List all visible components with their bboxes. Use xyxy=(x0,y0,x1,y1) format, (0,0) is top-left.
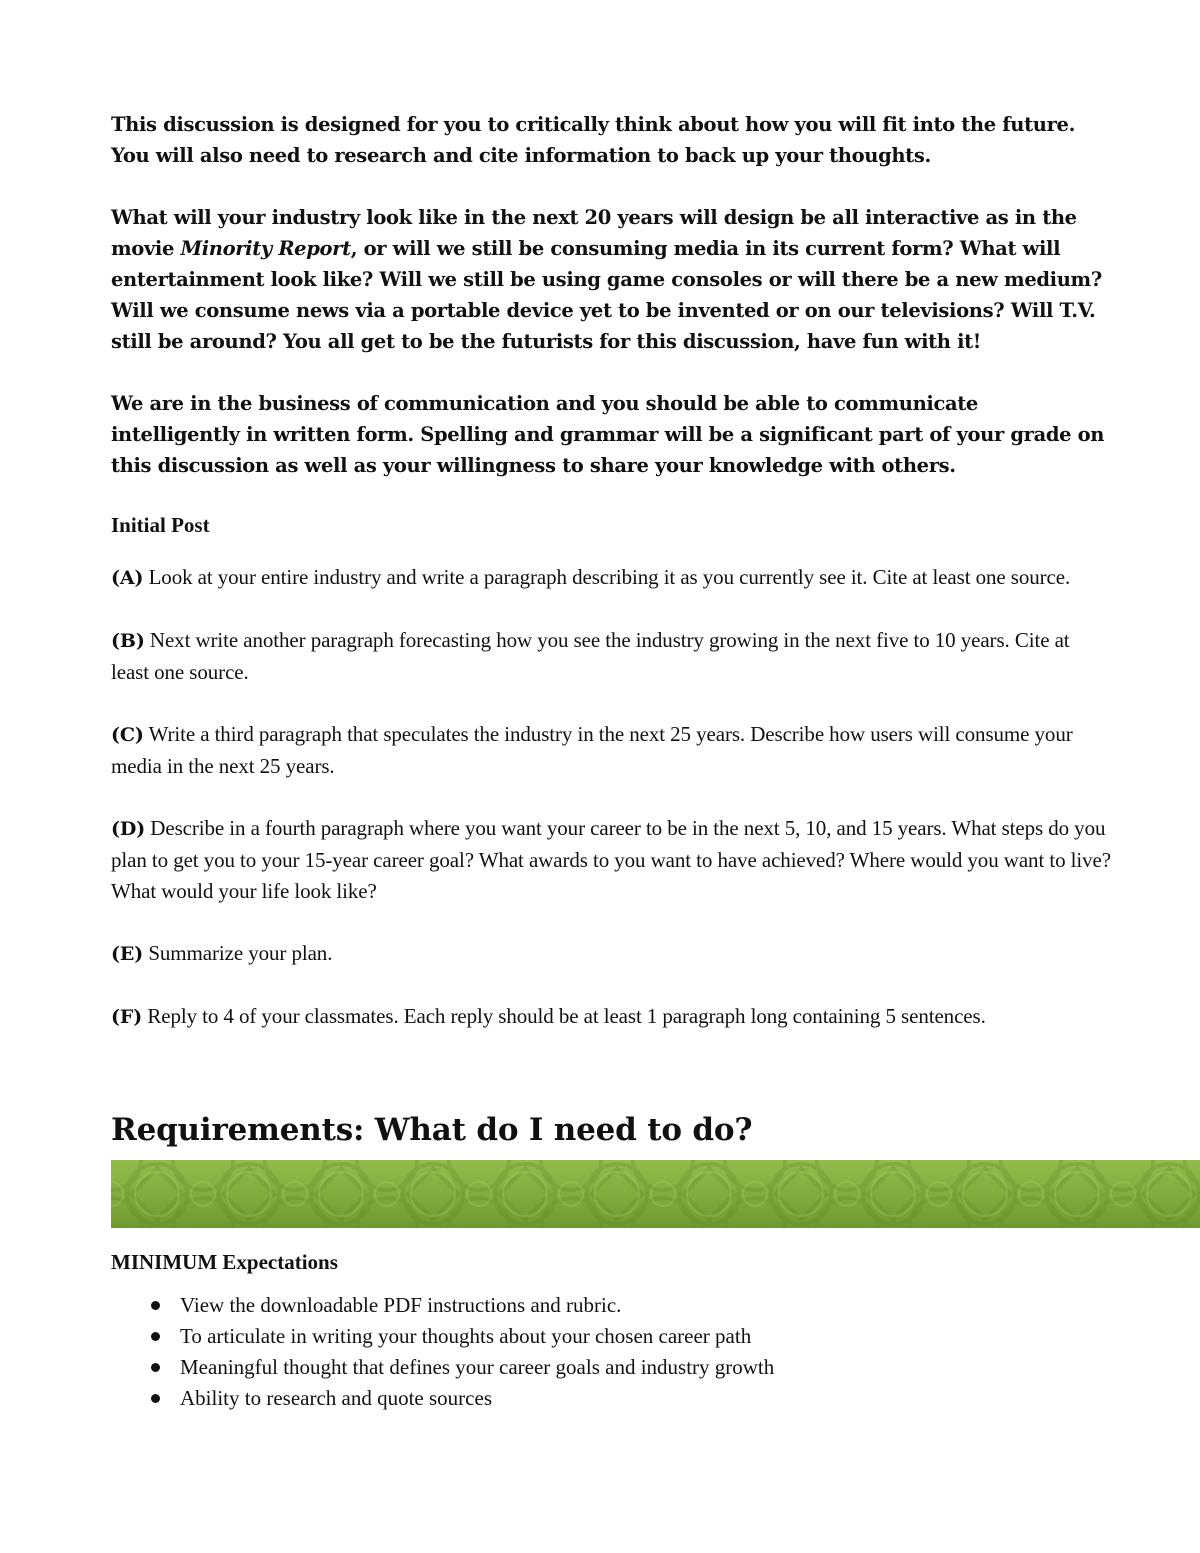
task-d xyxy=(111,813,1111,907)
list-item-text: View the downloadable PDF instructions and rubric. xyxy=(180,1293,622,1317)
list-item-text: Ability to research and quote sources xyxy=(180,1386,492,1410)
minimum-expectations-title: MINIMUM Expectations xyxy=(111,1250,338,1274)
task-c xyxy=(111,719,1111,782)
task-label: (C) xyxy=(111,724,144,746)
intro-paragraph-3: We are in the business of communication and you should be able to communicate intelligently in written form. Spelling and grammar will be a significant part of your grade on this discussion as well as your willingness to share your knowledge with others. xyxy=(111,392,1105,477)
bullet-icon xyxy=(151,1332,160,1341)
task-text: Summarize your plan. xyxy=(143,941,333,965)
intro-paragraph-2 xyxy=(111,202,1111,357)
task-label: (A) xyxy=(111,567,144,589)
intro-paragraph-2-start: What will your industry look like in the next 20 years will design be all interactive as in the movie xyxy=(111,206,1077,260)
list-item xyxy=(111,1290,774,1321)
bullet-icon xyxy=(151,1363,160,1372)
task-text: Write a third paragraph that speculates the industry in the next 25 years. Describe how users will consume your media in the next 25 years. xyxy=(111,722,1073,778)
expectations-list xyxy=(111,1290,774,1414)
initial-post-title: Initial Post xyxy=(111,513,210,537)
banner-pattern-icon xyxy=(111,1160,1200,1228)
task-label: (E) xyxy=(111,943,144,965)
task-label: (D) xyxy=(111,818,146,840)
intro-paragraph-1: This discussion is designed for you to critically think about how you will fit into the future. You will also need to research and cite information to back up your thoughts. xyxy=(111,113,1076,167)
list-item xyxy=(111,1321,774,1352)
bullet-icon xyxy=(151,1394,160,1403)
document-body xyxy=(111,109,1111,1033)
list-item xyxy=(111,1383,774,1414)
movie-title: Minority Report xyxy=(180,237,351,260)
task-text: Describe in a fourth paragraph where you want your career to be in the next 5, 10, and 15 years. What steps do you plan to get you to your 15-year career goal? What awards to you want to have achieved? Where would you want to live? What would your life look like? xyxy=(111,816,1111,903)
task-text: Reply to 4 of your classmates. Each reply should be at least 1 paragraph long containing 5 sentences. xyxy=(142,1004,986,1028)
task-text: Look at your entire industry and write a paragraph describing it as you currently see it. Cite at least one source. xyxy=(143,565,1071,589)
intro-paragraph-2-end: , or will we still be consuming media in its current form? What will entertainment look like? Will we still be using game consoles or will there be a new medium? Will we consume news via a portable device yet to be invented or on our televisions? Will T.V. still be around? You all get to be the futurists for this discussion, have fun with it! xyxy=(111,237,1102,353)
decorative-banner xyxy=(111,1160,1200,1228)
list-item-text: Meaningful thought that defines your career goals and industry growth xyxy=(180,1355,775,1379)
task-b xyxy=(111,625,1111,688)
list-item xyxy=(111,1352,774,1383)
task-label: (F) xyxy=(111,1006,143,1028)
task-label: (B) xyxy=(111,630,145,652)
list-item-text: To articulate in writing your thoughts about your chosen career path xyxy=(180,1324,752,1348)
task-a xyxy=(111,562,1111,594)
task-text: Next write another paragraph forecasting how you see the industry growing in the next five to 10 years. Cite at least one source. xyxy=(111,628,1070,684)
task-e xyxy=(111,938,1111,970)
task-f xyxy=(111,1001,1111,1033)
bullet-icon xyxy=(151,1301,160,1310)
requirements-heading: Requirements: What do I need to do? xyxy=(111,1112,753,1148)
